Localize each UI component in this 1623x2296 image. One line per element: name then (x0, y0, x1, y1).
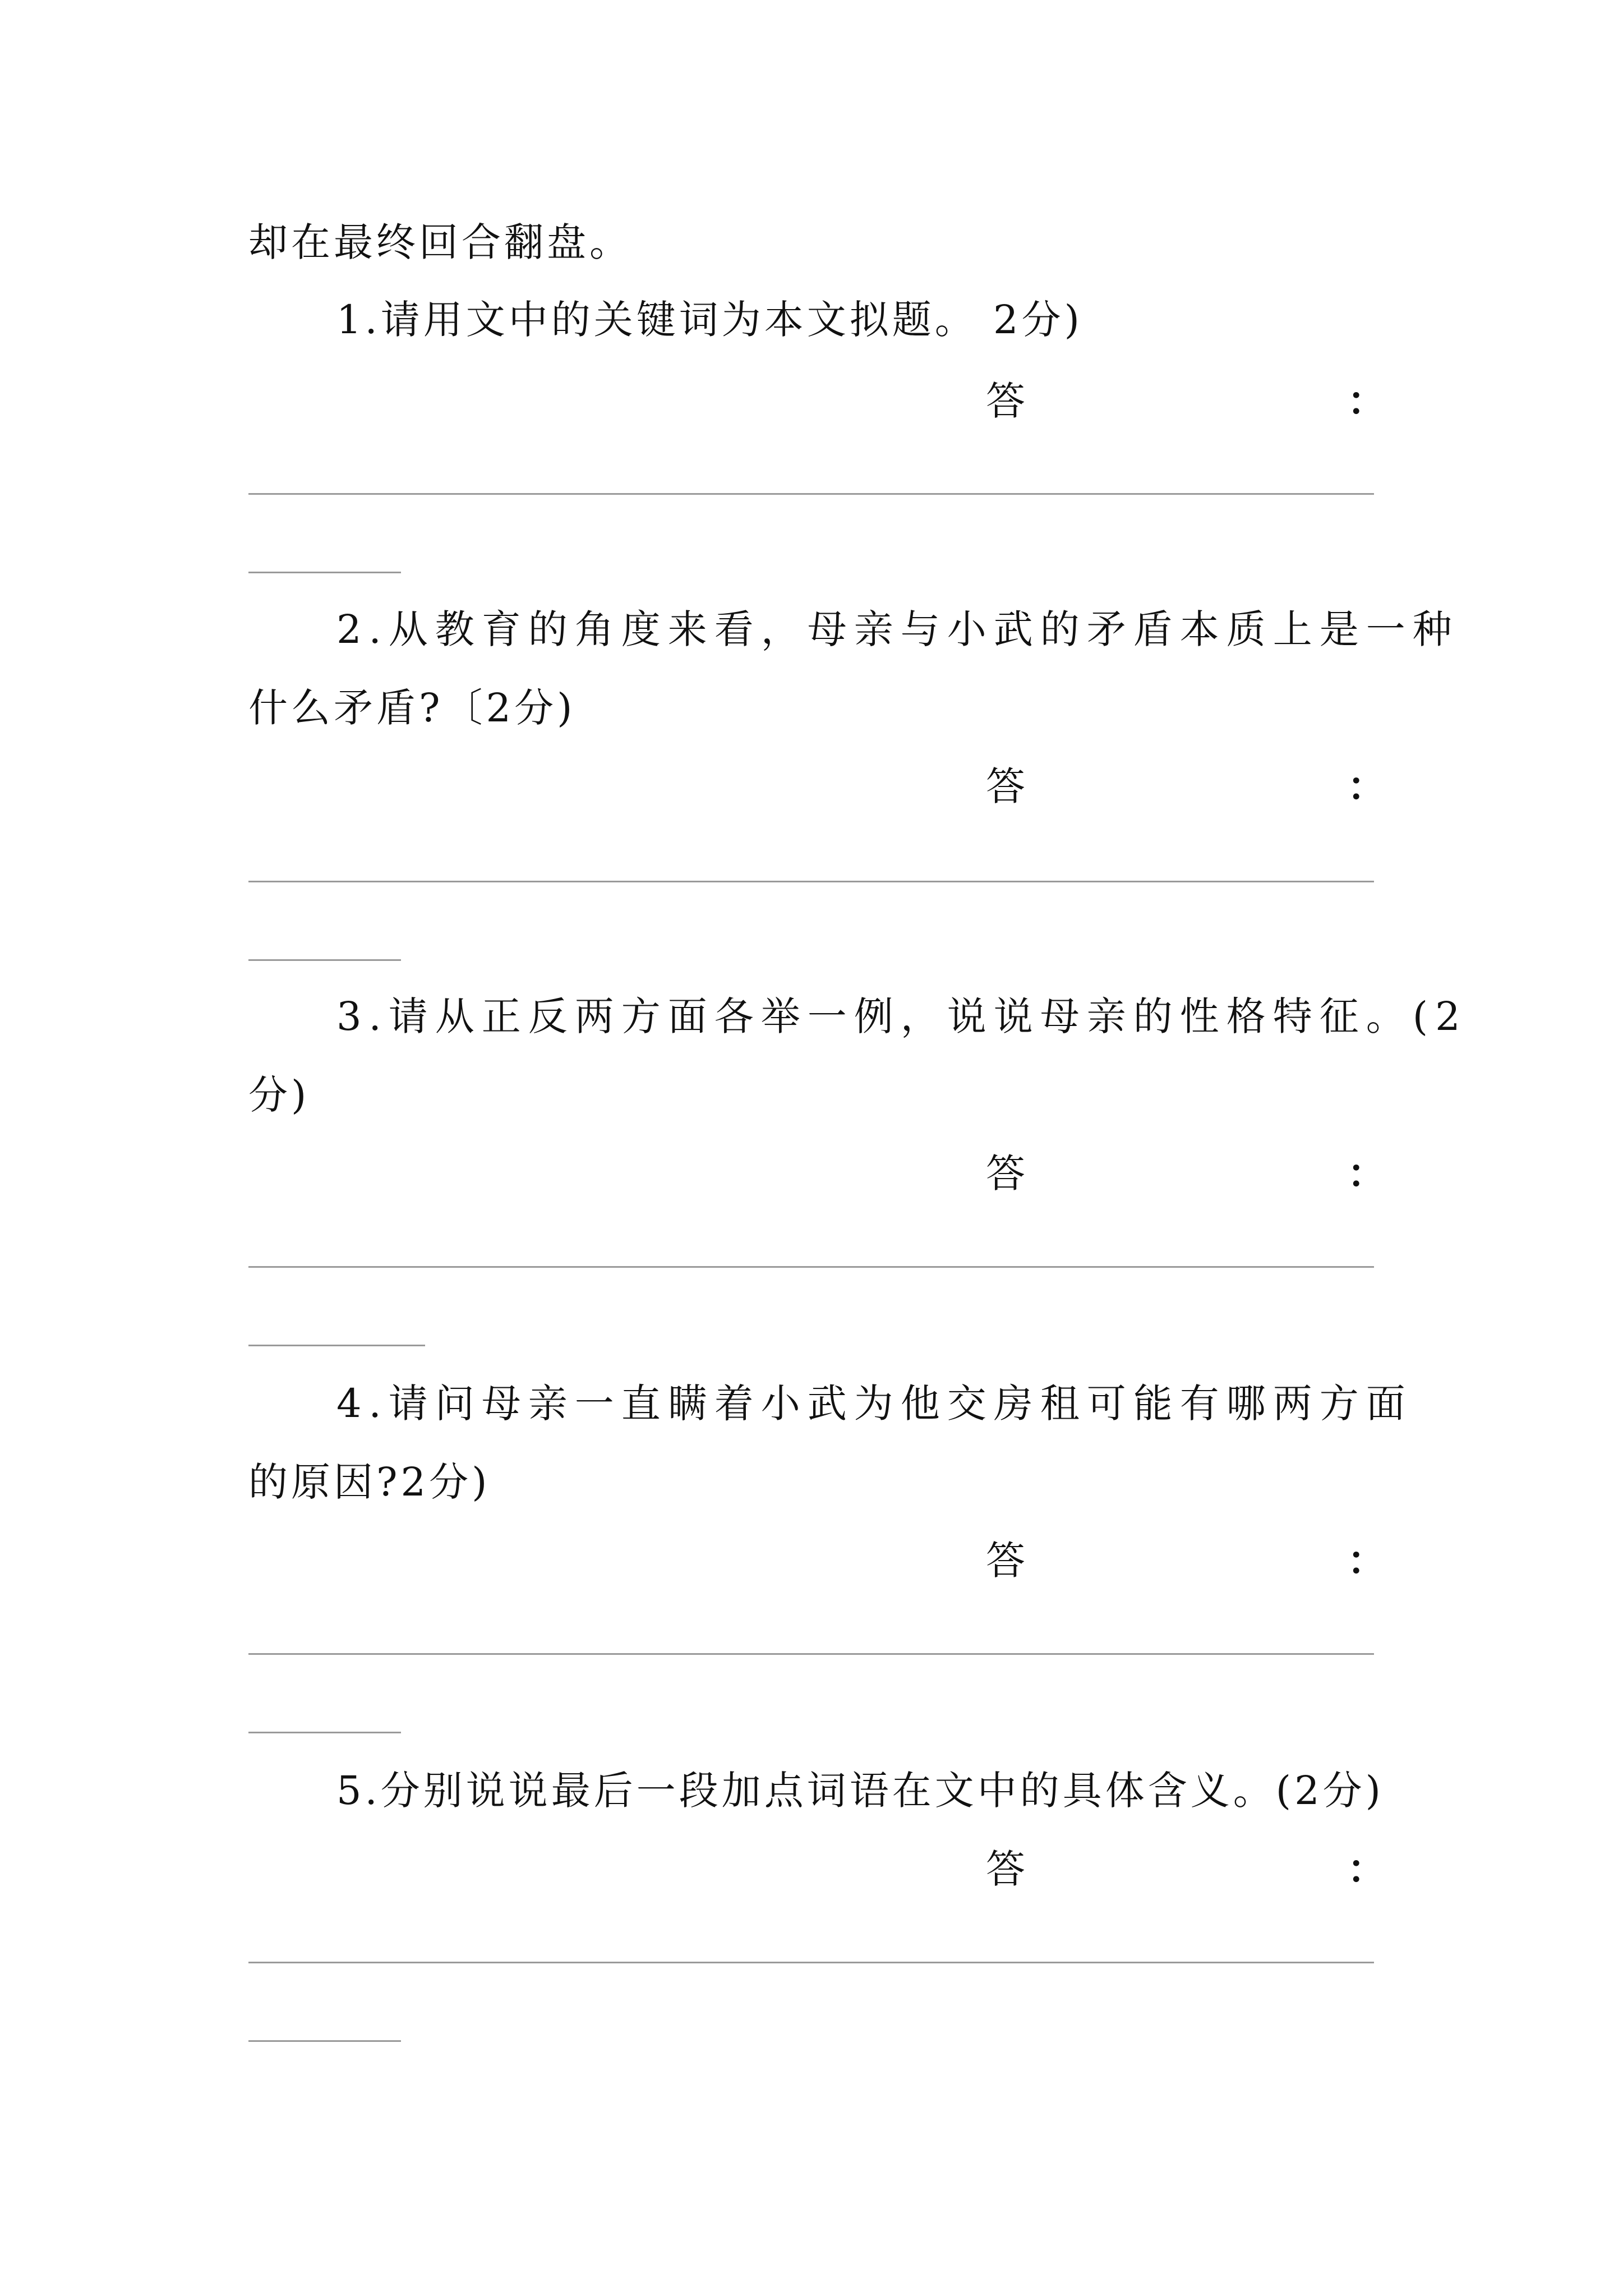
question-2-answer-line (248, 881, 1374, 882)
question-5-answer-label: 答 (986, 1846, 1025, 1892)
question-4-answer-line (248, 1653, 1374, 1655)
question-1-answer-line-short (248, 572, 401, 573)
question-1-answer-label: 答 (986, 378, 1025, 424)
question-2-answer-colon: ： (1347, 763, 1386, 809)
question-3-answer-label: 答 (986, 1151, 1025, 1197)
question-4-answer-colon: ： (1347, 1537, 1386, 1584)
question-1-text: 1.请用文中的关键词为本文拟题。 2分) (336, 297, 1083, 343)
question-2-text-cont: 什么矛盾?〔2分) (248, 685, 576, 731)
question-5-answer-line-short (248, 2040, 401, 2042)
question-2-text: 2.从教育的角度来看，母亲与小武的矛盾本质上是一种 (336, 606, 1459, 652)
question-3-text-cont: 分) (248, 1072, 310, 1118)
question-1-answer-colon: ： (1347, 378, 1386, 424)
question-2-answer-label: 答 (986, 763, 1025, 809)
question-5-answer-line (248, 1962, 1374, 1963)
question-4-text: 4.请问母亲一直瞒着小武为他交房租可能有哪两方面 (336, 1381, 1413, 1427)
question-5-answer-colon: ： (1347, 1846, 1386, 1892)
question-3-answer-line-short (248, 1345, 425, 1346)
intro-line: 却在最终回合翻盘。 (248, 219, 632, 265)
question-4-text-cont: 的原因?2分) (248, 1459, 491, 1505)
question-4-answer-line-short (248, 1732, 401, 1733)
question-4-answer-label: 答 (986, 1538, 1025, 1584)
question-3-text: 3.请从正反两方面各举一例，说说母亲的性格特征。(2 (336, 993, 1468, 1039)
question-3-answer-line (248, 1266, 1374, 1268)
question-2-answer-line-short (248, 959, 401, 961)
question-3-answer-colon: ： (1347, 1150, 1386, 1197)
question-1-answer-line (248, 493, 1374, 495)
question-5-text: 5.分别说说最后一段加点词语在文中的具体含义。(2分) (336, 1768, 1384, 1814)
